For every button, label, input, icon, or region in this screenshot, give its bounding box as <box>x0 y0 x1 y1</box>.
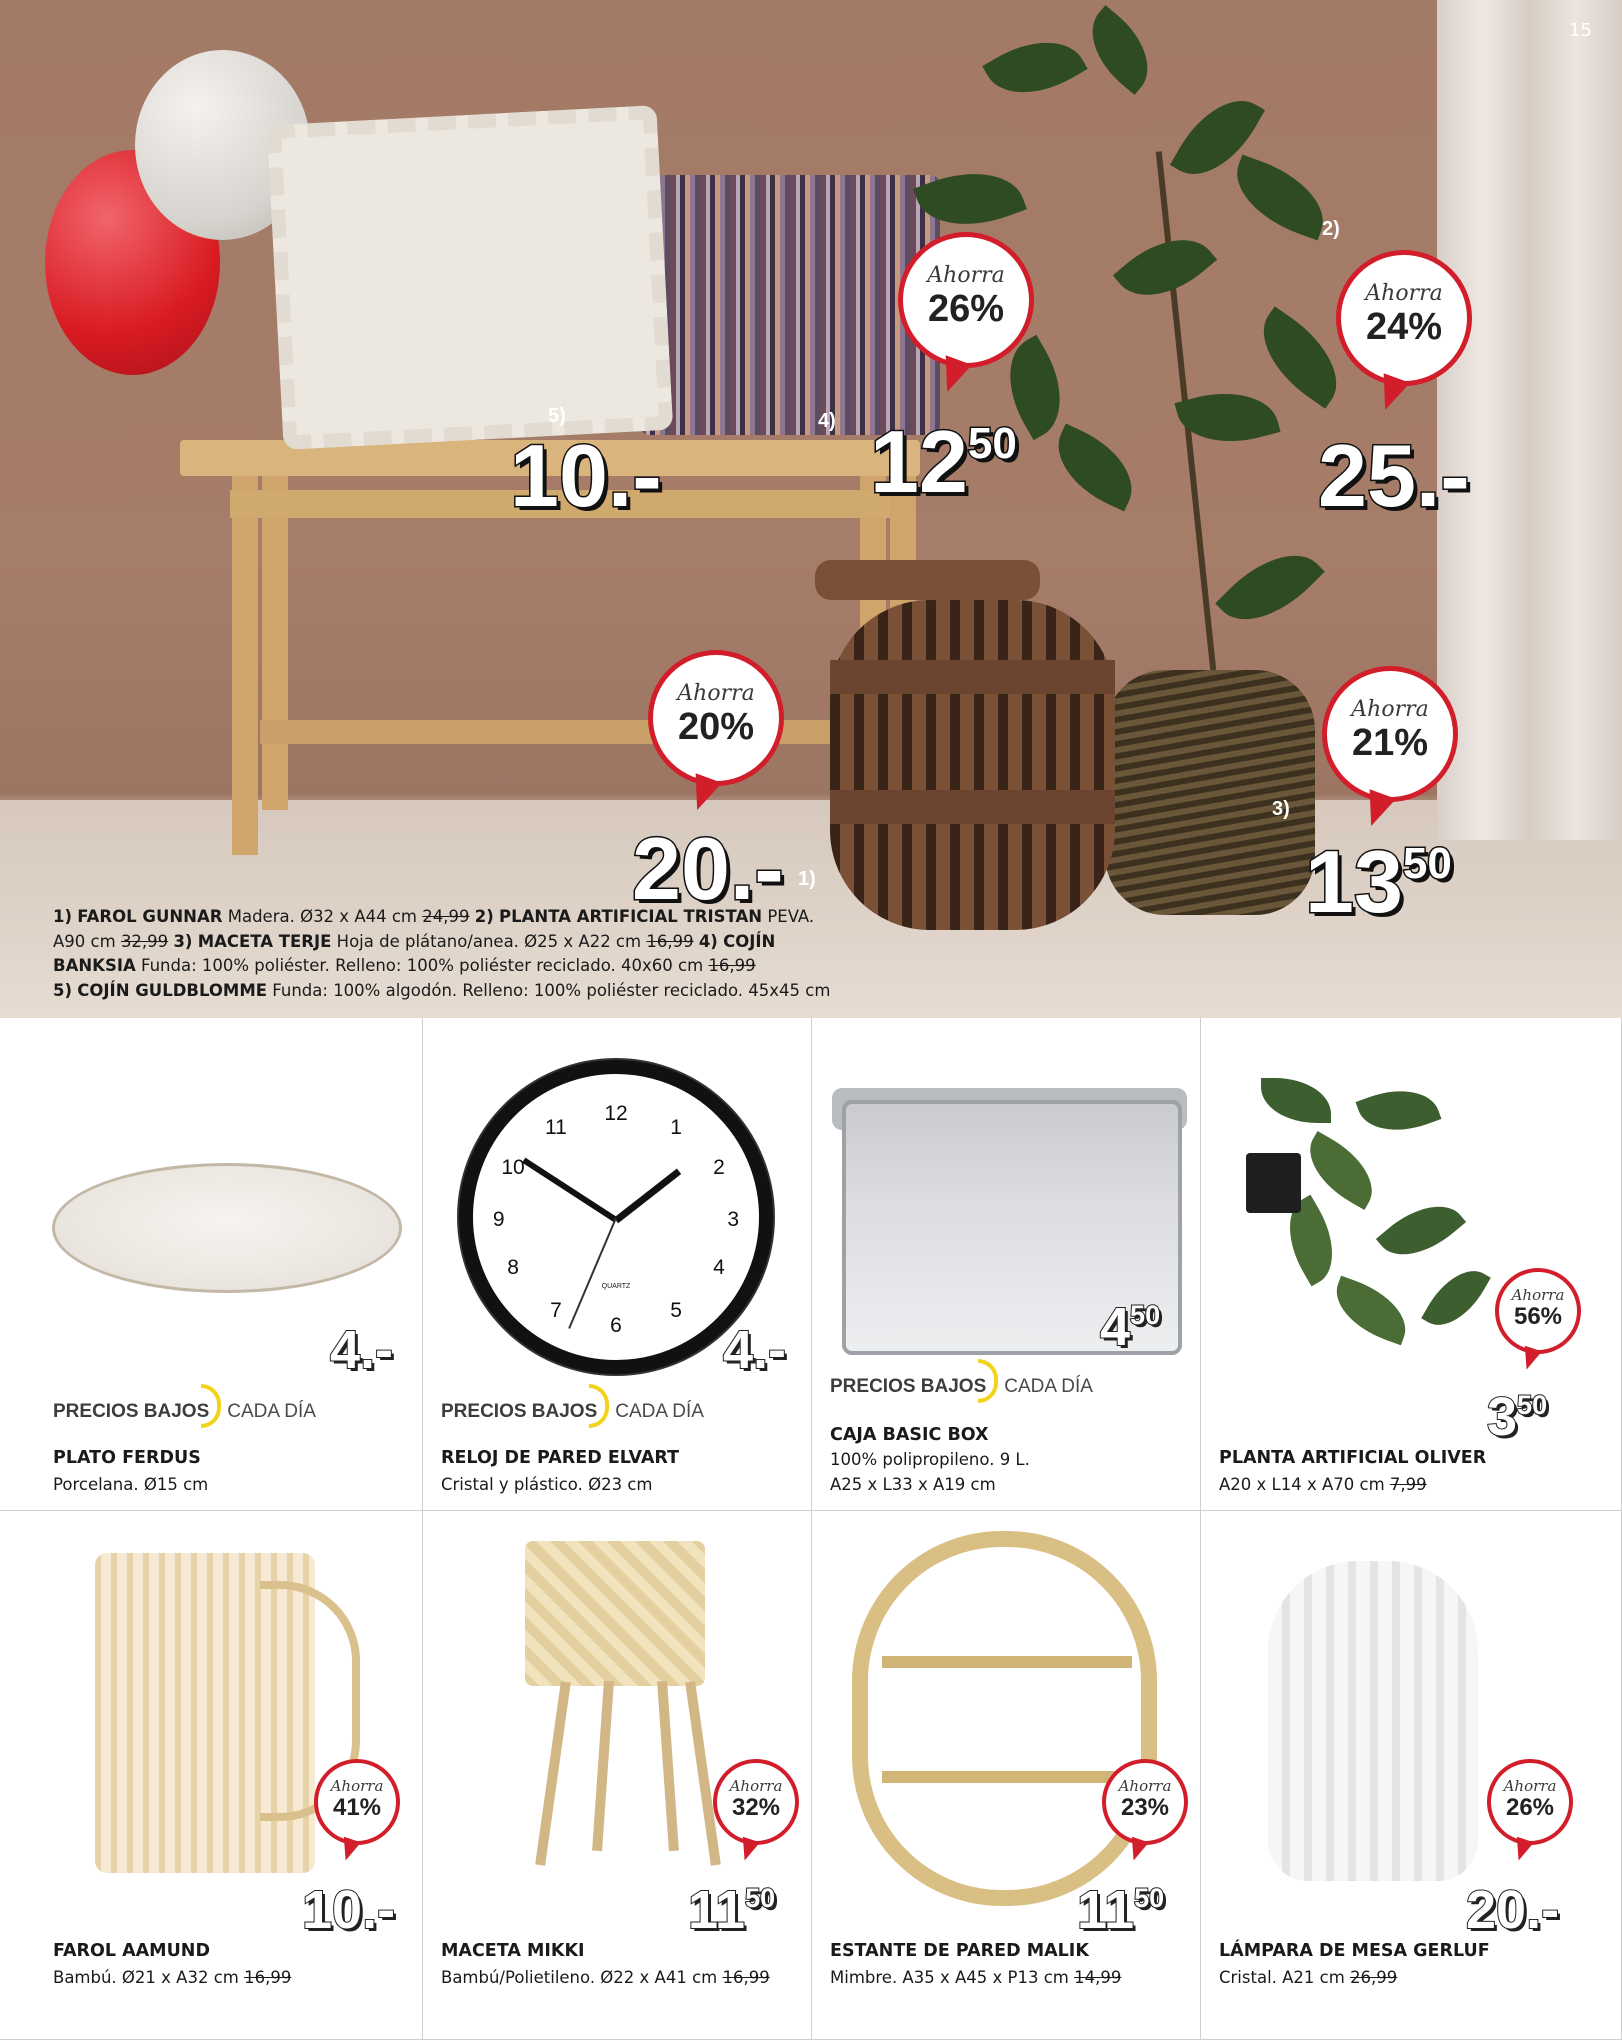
product-spec: Mimbre. A35 x A45 x P13 cm 14,99 <box>830 1968 1122 1987</box>
savings-badge: Ahorra 23% <box>1102 1759 1188 1845</box>
clock-brand: QUARTZ <box>601 1282 631 1290</box>
lantern-band <box>830 660 1115 694</box>
page-number: 15 <box>1569 20 1592 41</box>
product-card-plato-ferdus[interactable] <box>0 1018 423 1511</box>
plant-leaf <box>1261 1078 1331 1123</box>
product-spec: A20 x L14 x A70 cm 7,99 <box>1219 1475 1427 1494</box>
product-price: $11^{50}$ <box>688 1880 776 1940</box>
ruffled-cushion <box>267 105 673 450</box>
product-card-farol-aamund[interactable] <box>0 1511 423 2040</box>
plant-leaf <box>1376 1188 1466 1274</box>
wall-clock-image: 12 1 2 3 4 5 6 7 8 9 10 11 QUARTZ <box>459 1060 773 1374</box>
product-name: CAJA BASIC BOX <box>830 1425 989 1445</box>
product-name: LÁMPARA DE MESA GERLUF <box>1219 1941 1490 1961</box>
savings-badge-2: Ahorra 24% <box>1336 250 1472 386</box>
savings-badge: Ahorra 56% <box>1495 1268 1581 1354</box>
product-card-reloj-elvart[interactable] <box>423 1018 812 1511</box>
second-hand <box>568 1218 617 1329</box>
product-card-estante-malik[interactable] <box>812 1511 1201 2040</box>
item-number-4: 4) <box>818 410 836 432</box>
product-spec: Cristal y plástico. Ø23 cm <box>441 1475 653 1494</box>
product-card-planta-oliver[interactable] <box>1201 1018 1622 1511</box>
lantern-band <box>830 790 1115 824</box>
product-spec: Bambú/Polietileno. Ø22 x A41 cm 16,99 <box>441 1968 770 1987</box>
product-price: $4^{50}$ <box>1100 1297 1161 1357</box>
planter-leg <box>657 1681 679 1851</box>
bench-leg <box>232 470 258 855</box>
hero-product-descriptions: 1) FAROL GUNNAR Madera. Ø32 x A44 cm 24,99 2) PLANTA ARTIFICIAL TRISTAN PEVA. A90 cm 32,99 3) MACETA TERJE Hoja de plátano/anea. Ø25 x A22 cm 16,99 4) COJÍN BANKSIA Funda: 100% poliéster. Relleno: 100% poliéster reciclado. 40x60 cm 16,99 5) COJÍN GULDBLOMME Funda: 100% algodón. Relleno: 100% poliéster reciclado. 45x45 cm <box>53 907 831 1000</box>
item-number-2: 2) <box>1322 218 1340 240</box>
planter-leg <box>592 1681 614 1851</box>
savings-badge-4: Ahorra 26% <box>898 232 1034 368</box>
product-spec-2: A25 x L33 x A19 cm <box>830 1475 996 1494</box>
striped-cushion <box>640 175 940 435</box>
price-5: 10.- <box>510 426 662 525</box>
lantern-handle <box>815 560 1040 600</box>
savings-badge: Ahorra 41% <box>314 1759 400 1845</box>
price-2: 25.- <box>1318 426 1470 525</box>
basket-planter <box>1105 670 1315 915</box>
hero-photo <box>0 0 1622 1018</box>
wooden-lantern <box>830 600 1115 930</box>
price-4: $12^{50}$ <box>870 412 1017 511</box>
precios-bajos-logo: PRECIOS BAJOS CADA DÍA <box>830 1365 1093 1409</box>
product-price: 4.- <box>723 1320 787 1380</box>
savings-badge-1: Ahorra 20% <box>648 650 784 786</box>
product-name: RELOJ DE PARED ELVART <box>441 1448 680 1468</box>
product-name: MACETA MIKKI <box>441 1941 585 1961</box>
product-name: FAROL AAMUND <box>53 1941 210 1961</box>
plate-image <box>52 1163 402 1293</box>
price-1: 20.- <box>632 819 784 918</box>
product-grid <box>0 1018 1622 2040</box>
product-card-caja-basic-box[interactable] <box>812 1018 1201 1511</box>
product-price: $3^{50}$ <box>1487 1387 1548 1447</box>
savings-badge: Ahorra 32% <box>713 1759 799 1845</box>
glass-lamp-image <box>1268 1561 1478 1881</box>
plant-pot <box>1246 1153 1301 1213</box>
planter-leg <box>535 1681 571 1866</box>
product-name: PLANTA ARTIFICIAL OLIVER <box>1219 1448 1487 1468</box>
wicker-shelf-image <box>852 1531 1157 1906</box>
product-name: PLATO FERDUS <box>53 1448 201 1468</box>
product-price: $11^{50}$ <box>1077 1880 1165 1940</box>
savings-badge: Ahorra 26% <box>1487 1759 1573 1845</box>
savings-badge-3: Ahorra 21% <box>1322 666 1458 802</box>
product-price: 4.- <box>330 1320 394 1380</box>
plant-leaf <box>1073 5 1166 95</box>
hour-hand <box>614 1168 681 1223</box>
product-card-lampara-gerluf[interactable] <box>1201 1511 1622 2040</box>
product-price: 20.- <box>1466 1880 1560 1940</box>
product-name: ESTANTE DE PARED MALIK <box>830 1941 1089 1961</box>
plant-leaf <box>1421 1258 1491 1339</box>
curtain <box>1437 0 1622 840</box>
minute-hand <box>522 1158 618 1223</box>
item-number-1: 1) <box>798 868 816 890</box>
plant-leaf <box>1043 424 1148 512</box>
plant-leaf <box>1356 1077 1442 1145</box>
plant-leaf <box>1326 1276 1417 1346</box>
plant-leaf <box>1224 155 1337 241</box>
shelf-board <box>882 1771 1132 1783</box>
item-number-3: 3) <box>1272 798 1290 820</box>
precios-bajos-logo: PRECIOS BAJOS CADA DÍA <box>441 1390 704 1434</box>
product-spec: Cristal. A21 cm 26,99 <box>1219 1968 1398 1987</box>
planter-leg <box>685 1681 721 1866</box>
plant-leaf <box>1215 533 1325 643</box>
bamboo-planter-image <box>525 1541 705 1686</box>
plant-leaf <box>982 21 1087 114</box>
bench-leg <box>262 470 288 810</box>
precios-bajos-logo: PRECIOS BAJOS CADA DÍA <box>53 1390 316 1434</box>
product-card-maceta-mikki[interactable] <box>423 1511 812 2040</box>
shelf-board <box>882 1656 1132 1668</box>
item-number-5: 5) <box>548 405 566 427</box>
price-3: $13^{50}$ <box>1305 832 1452 931</box>
product-price: 10.- <box>302 1880 396 1940</box>
product-spec: 100% polipropileno. 9 L. <box>830 1450 1030 1469</box>
product-spec: Bambú. Ø21 x A32 cm 16,99 <box>53 1968 292 1987</box>
product-spec: Porcelana. Ø15 cm <box>53 1475 209 1494</box>
